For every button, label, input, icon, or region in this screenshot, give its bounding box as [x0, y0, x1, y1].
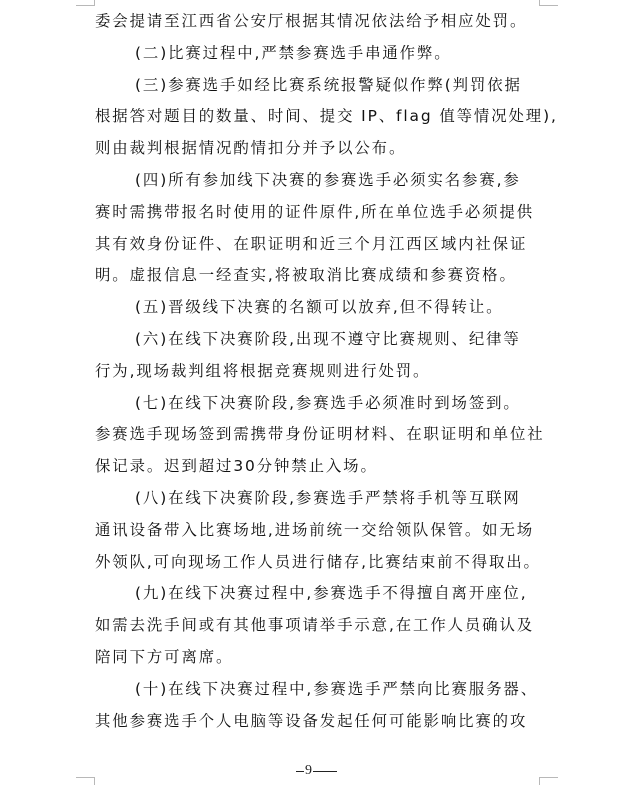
text-line: 赛时需携带报名时使用的证件原件,所在单位选手必须提供 [95, 202, 535, 221]
text-line: 通讯设备带入比赛场地,进场前统一交给领队保管。如无场 [95, 520, 535, 539]
text-line: (二)比赛过程中,严禁参赛选手串通作弊。 [135, 43, 452, 62]
text-line: 陪同下方可离席。 [95, 647, 234, 666]
text-line: 明。虚报信息一经查实,将被取消比赛成绩和参赛资格。 [95, 266, 517, 285]
text-line: 行为,现场裁判组将根据竞赛规则进行处罚。 [95, 361, 431, 380]
document-body [95, 6, 558, 737]
text-line: (九)在线下决赛过程中,参赛选手不得擅自离开座位, [135, 584, 528, 603]
page-number-dash-left [296, 771, 304, 772]
text-line: 则由裁判根据情况酌情扣分并予以公布。 [95, 139, 407, 158]
text-line: (十)在线下决赛过程中,参赛选手严禁向比赛服务器、 [135, 679, 538, 698]
crop-mark-top-right [539, 0, 558, 6]
text-line: (四)所有参加线下决赛的参赛选手必须实名参赛,参 [135, 170, 521, 189]
page-number-dash-right [313, 771, 337, 772]
text-line: (七)在线下决赛阶段,参赛选手必须准时到场签到。 [135, 393, 521, 412]
text-line: 根据答对题目的数量、时间、提交 IP、flag 值等情况处理), [95, 107, 558, 126]
text-line: (六)在线下决赛阶段,出现不遵守比赛规则、纪律等 [135, 329, 521, 348]
text-line: (八)在线下决赛阶段,参赛选手严禁将手机等互联网 [135, 488, 521, 507]
text-line: 外领队,可向现场工作人员进行储存,比赛结束前不得取出。 [95, 552, 541, 571]
text-line: (三)参赛选手如经比赛系统报警疑似作弊(判罚依据 [135, 75, 522, 94]
page-number-value: 9 [305, 763, 312, 778]
text-line: 参赛选手现场签到需携带身份证明材料、在职证明和单位社 [95, 425, 545, 444]
text-line: 委会提请至江西省公安厅根据其情况依法给予相应处罚。 [95, 12, 528, 30]
text-line: 保记录。迟到超过30分钟禁止入场。 [95, 457, 378, 476]
text-line: 如需去洗手间或有其他事项请举手示意,在工作人员确认及 [95, 616, 535, 635]
text-line: 其他参赛选手个人电脑等设备发起任何可能影响比赛的攻 [95, 711, 528, 730]
text-line: (五)晋级线下决赛的名额可以放弃,但不得转让。 [135, 298, 504, 317]
text-line: 其有效身份证件、在职证明和近三个月江西区域内社保证 [95, 234, 528, 253]
page-number [296, 763, 337, 779]
crop-mark-top-left [76, 0, 95, 6]
